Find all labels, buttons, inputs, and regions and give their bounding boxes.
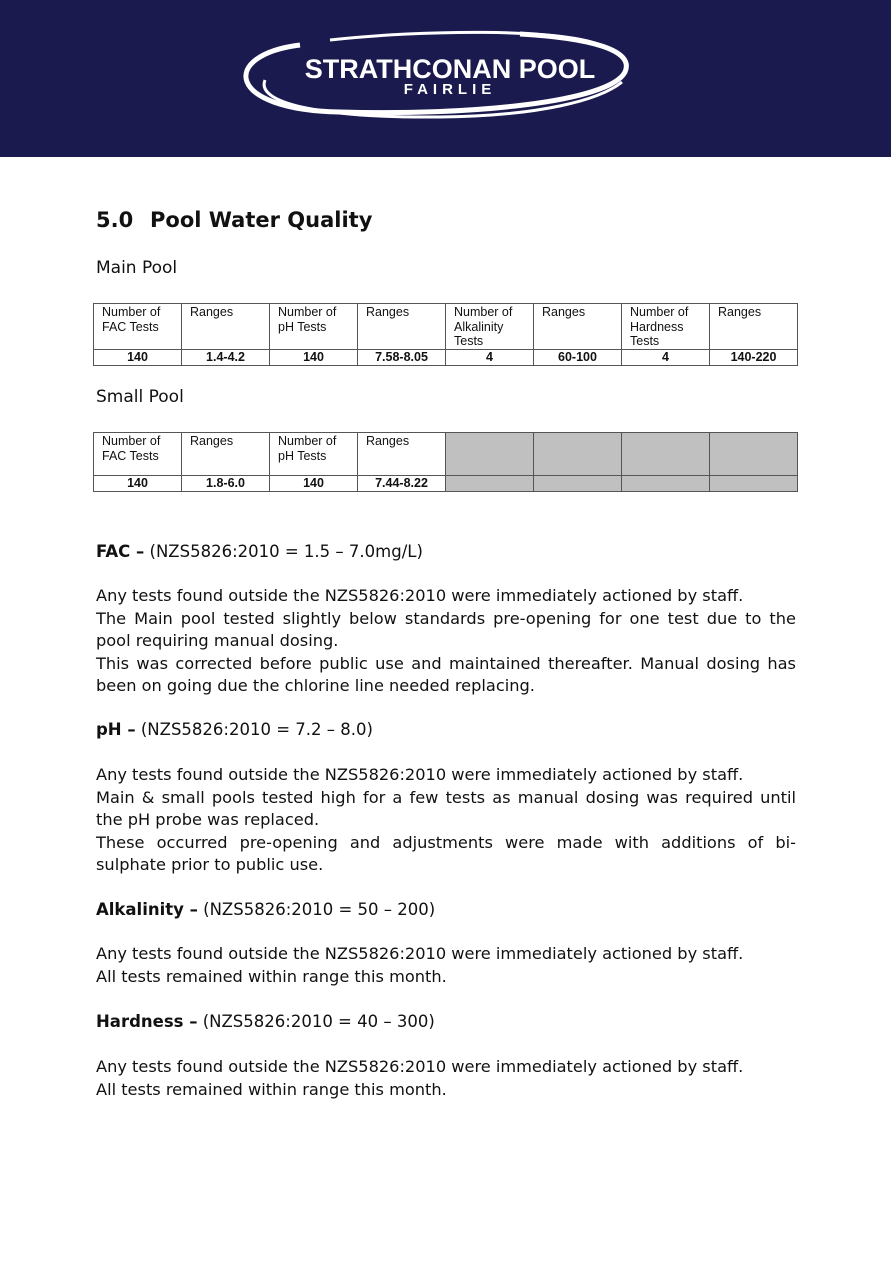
empty-shaded-cell: [446, 476, 534, 492]
small-pool-table: [93, 432, 798, 492]
header-cell: Ranges: [534, 304, 622, 350]
table-value-row: [94, 476, 798, 492]
header-cell: Ranges: [358, 304, 446, 350]
paragraph-line: Any tests found outside the NZS5826:2010 were immediately actioned by staff.: [96, 765, 744, 784]
header-cell: Number of pH Tests: [270, 433, 358, 476]
header-cell: Number of FAC Tests: [94, 304, 182, 350]
parameter-name: pH –: [96, 720, 136, 739]
parameter-name: FAC –: [96, 542, 145, 561]
parameter-name: Alkalinity –: [96, 900, 198, 919]
value-cell: 1.8-6.0: [182, 476, 270, 492]
value-cell: 4: [622, 349, 710, 365]
parameter-standard: (NZS5826:2010 = 50 – 200): [203, 900, 436, 919]
empty-shaded-cell: [622, 433, 710, 476]
hardness-heading: [96, 1011, 435, 1033]
header-cell: Number of Hardness Tests: [622, 304, 710, 350]
paragraph-line: Main & small pools tested high for a few tests as manual dosing was required until the pH probe was replaced.: [96, 787, 796, 829]
small-pool-heading: Small Pool: [96, 387, 184, 407]
header-cell: Ranges: [358, 433, 446, 476]
empty-shaded-cell: [534, 476, 622, 492]
empty-shaded-cell: [710, 476, 798, 492]
value-cell: 60-100: [534, 349, 622, 365]
value-cell: 140-220: [710, 349, 798, 365]
paragraph-line: Any tests found outside the NZS5826:2010 were immediately actioned by staff.: [96, 586, 744, 605]
alkalinity-paragraph: [96, 943, 796, 988]
paragraph-line: Any tests found outside the NZS5826:2010 were immediately actioned by staff.: [96, 1057, 744, 1076]
header-cell: Ranges: [710, 304, 798, 350]
main-pool-table: [93, 303, 798, 366]
header-cell: Ranges: [182, 304, 270, 350]
paragraph-line: All tests remained within range this month.: [96, 1079, 447, 1099]
empty-shaded-cell: [446, 433, 534, 476]
value-cell: 7.44-8.22: [358, 476, 446, 492]
table-value-row: [94, 349, 798, 365]
hardness-paragraph: [96, 1056, 796, 1101]
paragraph-line: All tests remained within range this month.: [96, 966, 447, 986]
value-cell: 140: [270, 476, 358, 492]
paragraph-line: Any tests found outside the NZS5826:2010 were immediately actioned by staff.: [96, 944, 744, 963]
paragraph-line: The Main pool tested slightly below standards pre-opening for one test due to the pool requiring manual dosing.: [96, 608, 796, 650]
header-cell: Number of pH Tests: [270, 304, 358, 350]
parameter-standard: (NZS5826:2010 = 40 – 300): [202, 1012, 435, 1031]
empty-shaded-cell: [710, 433, 798, 476]
paragraph-line: These occurred pre-opening and adjustments were made with additions of bi-sulphate prior to public use.: [96, 832, 796, 874]
ph-paragraph: [96, 764, 796, 877]
main-pool-heading: Main Pool: [96, 258, 178, 278]
table-header-row: [94, 304, 798, 350]
empty-shaded-cell: [622, 476, 710, 492]
header-cell: Number of Alkalinity Tests: [446, 304, 534, 350]
parameter-standard: (NZS5826:2010 = 1.5 – 7.0mg/L): [149, 542, 423, 561]
section-title-text: Pool Water Quality: [150, 208, 373, 232]
value-cell: 4: [446, 349, 534, 365]
header-cell: Number of FAC Tests: [94, 433, 182, 476]
parameter-standard: (NZS5826:2010 = 7.2 – 8.0): [140, 720, 373, 739]
value-cell: 140: [94, 349, 182, 365]
fac-heading: [96, 541, 423, 563]
table-header-row: [94, 433, 798, 476]
value-cell: 1.4-4.2: [182, 349, 270, 365]
header-banner: [0, 0, 891, 157]
parameter-name: Hardness –: [96, 1012, 198, 1031]
paragraph-line: This was corrected before public use and maintained thereafter. Manual dosing has been on going due the chlorine line needed replacing.: [96, 653, 796, 695]
alkalinity-heading: [96, 899, 435, 921]
logo-subtitle: FAIRLIE: [403, 81, 497, 98]
empty-shaded-cell: [534, 433, 622, 476]
value-cell: 140: [94, 476, 182, 492]
value-cell: 7.58-8.05: [358, 349, 446, 365]
logo-title: STRATHCONAN POOL: [304, 54, 596, 84]
fac-paragraph: [96, 585, 796, 698]
section-title: [96, 208, 372, 232]
section-number: 5.0: [96, 208, 134, 232]
ph-heading: [96, 719, 373, 741]
header-cell: Ranges: [182, 433, 270, 476]
value-cell: 140: [270, 349, 358, 365]
strathconan-pool-logo: [0, 0, 891, 157]
